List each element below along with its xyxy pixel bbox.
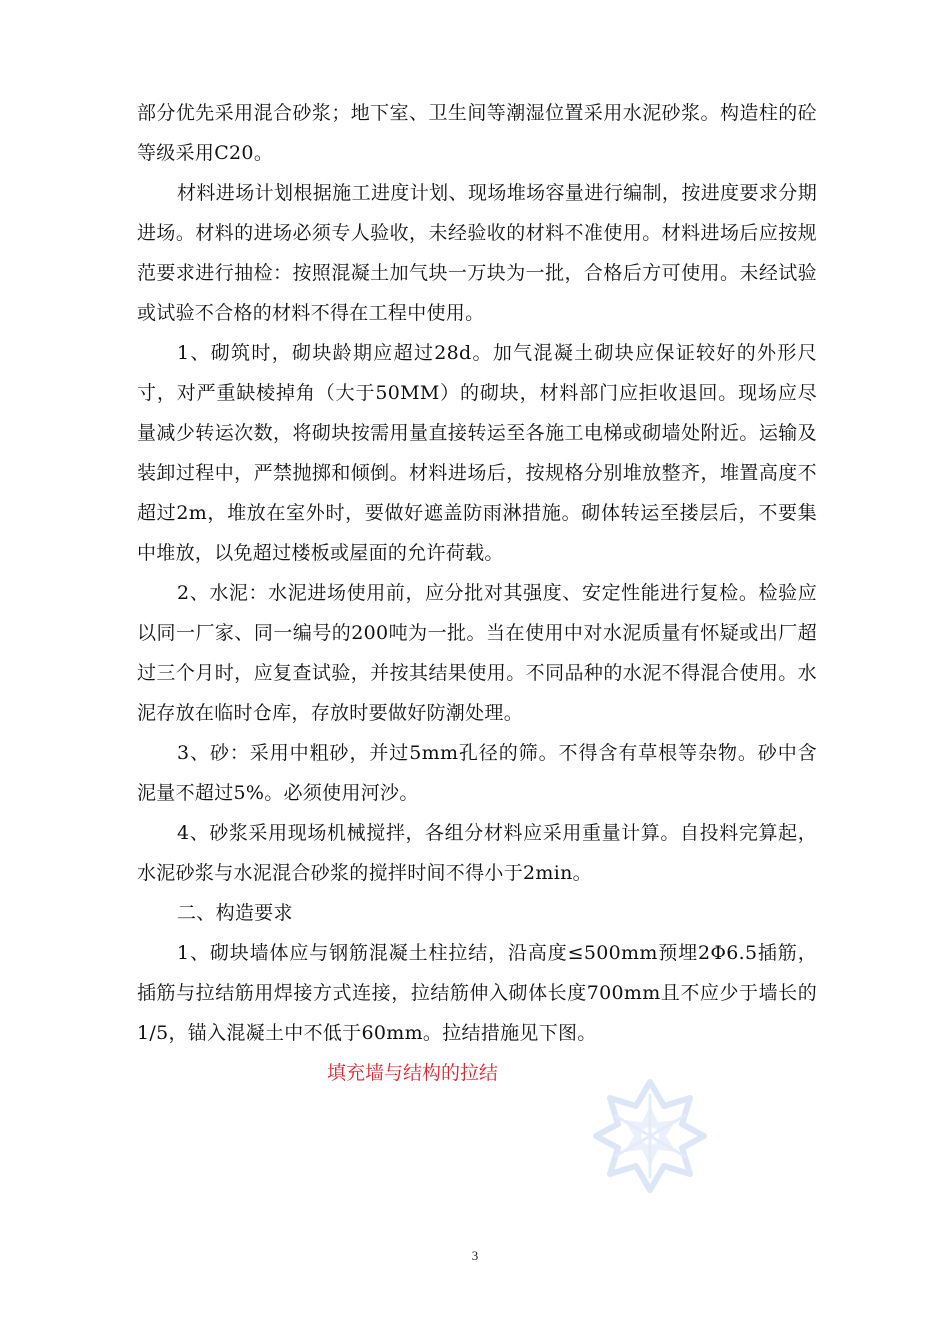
paragraph-4: 2、水泥：水泥进场使用前，应分批对其强度、安定性能进行复检。检验应以同一厂家、同一编号的200吨为一批。当在使用中对水泥质量有怀疑或出厂超过三个月时，应复查试验，并按其结果使用。不同品种的水泥不得混合使用。水泥存放在临时仓库，存放时要做好防潮处理。 [137,582,817,724]
figure-caption: 填充墙与结构的拉结 [327,1062,499,1084]
paragraph-6: 4、砂浆采用现场机械搅拌，各组分材料应采用重量计算。自投料完算起，水泥砂浆与水泥混合砂浆的搅拌时间不得小于2min。 [137,822,817,884]
section-heading: 二、构造要求 [177,902,293,924]
paragraph-5: 3、砂：采用中粗砂，并过5mm孔径的筛。不得含有草根等杂物。砂中含泥量不超过5%。必须使用河沙。 [137,742,817,804]
paragraph-7: 1、砌块墙体应与钢筋混凝土柱拉结，沿高度≤500mm预埋2Φ6.5插筋，插筋与拉结筋用焊接方式连接，拉结筋伸入砌体长度700mm且不应少于墙长的1/5，锚入混凝土中不低于60mm。拉结措施见下图。 [137,942,817,1044]
snowflake-watermark-icon [590,1076,710,1196]
paragraph-3: 1、砌筑时，砌块龄期应超过28d。加气混凝土砌块应保证较好的外形尺寸，对严重缺棱掉角（大于50MM）的砌块，材料部门应拒收退回。现场应尽量减少转运次数，将砌块按需用量直接转运至各施工电梯或砌墙处附近。运输及装卸过程中，严禁抛掷和倾倒。材料进场后，按规格分别堆放整齐，堆置高度不超过2m，堆放在室外时，要做好遮盖防雨淋措施。砌体转运至搂层后，不要集中堆放，以免超过楼板或屋面的允许荷载。 [137,342,817,564]
document-body [137,93,817,1093]
page-number: 3 [471,1248,479,1263]
paragraph-1: 部分优先采用混合砂浆；地下室、卫生间等潮湿位置采用水泥砂浆。构造柱的砼等级采用C20。 [137,102,817,164]
paragraph-2: 材料进场计划根据施工进度计划、现场堆场容量进行编制，按进度要求分期进场。材料的进场必须专人验收，未经验收的材料不准使用。材料进场后应按规范要求进行抽检：按照混凝土加气块一万块为一批，合格后方可使用。未经试验或试验不合格的材料不得在工程中使用。 [137,182,817,324]
